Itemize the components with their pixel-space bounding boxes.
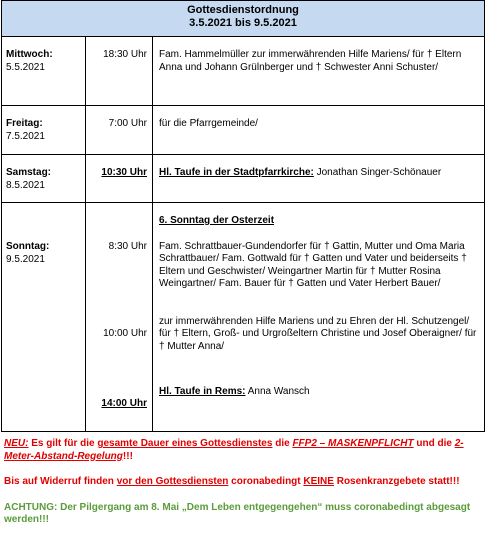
notice-text: Rosenkranzgebete statt!!! — [333, 476, 460, 487]
event-label: Hl. Taufe in Rems: — [159, 385, 246, 397]
notice-emphasis: gesamte Dauer eines Gottesdienstes — [97, 438, 273, 449]
notice-emphasis: vor den Gottesdiensten — [116, 476, 229, 487]
table-row-saturday — [2, 155, 485, 203]
day-label: Mittwoch: — [6, 49, 53, 60]
table-row-sunday — [2, 203, 485, 432]
notice-text: Bis auf Widerruf finden — [4, 476, 117, 487]
time-1: 8:30 Uhr — [108, 241, 147, 252]
day-date: 5.5.2021 — [6, 61, 45, 73]
description-cell — [153, 155, 485, 203]
notices — [4, 438, 482, 540]
time-2: 10:00 Uhr — [103, 328, 147, 339]
schedule-header — [2, 1, 485, 37]
day-date: 8.5.2021 — [6, 179, 45, 191]
notice-new-prefix: NEU: — [4, 438, 29, 449]
day-cell — [2, 37, 86, 106]
notice-emphasis: KEINE — [303, 476, 334, 487]
notice-mask-rule — [4, 438, 482, 463]
description-cell — [153, 203, 485, 432]
event-name: Anna Wansch — [247, 385, 310, 397]
baptism-event — [159, 386, 480, 399]
header-row — [2, 1, 485, 37]
description-cell: Fam. Hammelmüller zur immerwährenden Hilfe Mariens/ für † Eltern Anna und Johann Grülnberger und † Schwester Anni Schuster/ — [153, 37, 485, 106]
event-name: Jonathan Singer-Schönauer — [316, 167, 442, 178]
time-cell — [86, 203, 153, 432]
time-cell: 18:30 Uhr — [86, 37, 153, 106]
mass-intentions-2: zur immerwährenden Hilfe Mariens und zu Ehren der Hl. Schutzengel/ für † Eltern, Groß- und Urgroßeltern Christine und Josef Oberaigner/ für † Mutter Anna/ — [159, 315, 477, 352]
table-row-wednesday — [2, 37, 485, 106]
sunday-heading: 6. Sonntag der Osterzeit — [159, 215, 275, 226]
day-date: 7.5.2021 — [6, 130, 45, 142]
notice-text: !!! — [122, 450, 133, 462]
notice-emphasis: FFP2 – MASKENPFLICHT — [292, 438, 414, 449]
mass-intentions-1: Fam. Schrattbauer-Gundendorfer für † Gattin, Mutter und Oma Maria Schrattbauer/ Fam. Gottwald für † Gatten und Vater und beiderseits † Eltern und Geschwister/ Weingartner Martin für † Mutter Rosina Weingartner/ Fam. Bauer für † Gatten und Vater Herbert Bauer/ — [159, 240, 467, 289]
description-cell: für die Pfarrgemeinde/ — [153, 106, 485, 155]
notice-rosary — [4, 476, 482, 489]
event-label: Hl. Taufe in der Stadtpfarrkirche: — [159, 167, 314, 178]
time-3: 14:00 Uhr — [101, 398, 147, 409]
notice-pilgrimage: ACHTUNG: Der Pilgergang am 8. Mai „Dem Leben entgegengehen“ muss coronabedingt abgesagt werden!!! — [4, 501, 471, 525]
day-label: Sonntag: — [6, 241, 50, 252]
notice-text: die — [272, 438, 293, 449]
schedule-title: Gottesdienstordnung — [187, 4, 299, 16]
time-cell: 10:30 Uhr — [86, 155, 153, 203]
day-date: 9.5.2021 — [6, 253, 45, 265]
table-row-friday — [2, 106, 485, 155]
day-label: Freitag: — [6, 118, 43, 129]
notice-text: Es gilt für die — [28, 438, 98, 449]
notice-text: und die — [413, 438, 455, 449]
notice-text: coronabedingt — [228, 476, 304, 487]
schedule-table — [1, 0, 485, 432]
time-cell: 7:00 Uhr — [86, 106, 153, 155]
day-cell — [2, 106, 86, 155]
schedule-date-range: 3.5.2021 bis 9.5.2021 — [189, 16, 297, 29]
day-label: Samstag: — [6, 167, 52, 178]
notice-emphasis: 2-Meter-Abstand-Regelung — [4, 438, 464, 462]
day-cell — [2, 155, 86, 203]
day-cell — [2, 203, 86, 432]
